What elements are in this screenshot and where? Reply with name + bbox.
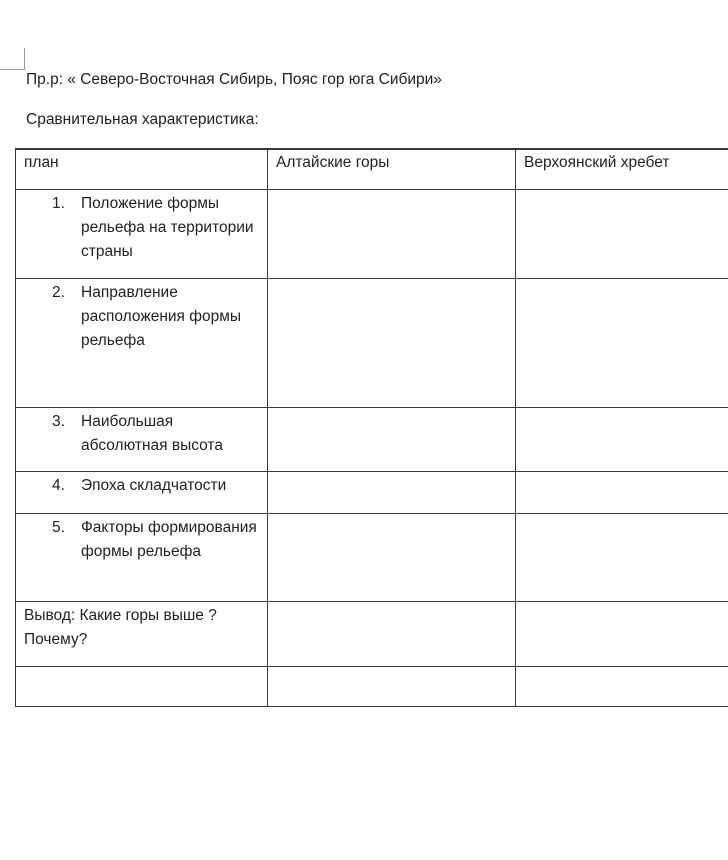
plan-cell xyxy=(16,407,268,471)
altai-answer-cell[interactable] xyxy=(268,407,516,471)
empty-row xyxy=(16,666,728,706)
empty-cell[interactable] xyxy=(16,666,268,706)
plan-cell xyxy=(16,189,268,278)
table-row xyxy=(16,471,728,513)
verkhoyansk-answer-cell[interactable] xyxy=(516,471,728,513)
table-row xyxy=(16,278,728,407)
document-subtitle: Сравнительная характеристика: xyxy=(26,111,259,128)
plan-cell xyxy=(16,471,268,513)
plan-cell xyxy=(16,513,268,601)
conclusion-text: Вывод: Какие горы выше ? Почему? xyxy=(24,606,217,648)
altai-answer-cell[interactable] xyxy=(268,601,516,666)
row-number: 4. xyxy=(52,476,65,494)
row-number: 3. xyxy=(52,412,65,430)
plan-cell xyxy=(16,278,268,407)
altai-answer-cell[interactable] xyxy=(268,666,516,706)
verkhoyansk-answer-cell[interactable] xyxy=(516,278,728,407)
altai-answer-cell[interactable] xyxy=(268,189,516,278)
table-row xyxy=(16,407,728,471)
document-title: Пр.р: « Северо-Восточная Сибирь, Пояс гор юга Сибири» xyxy=(26,71,442,88)
header-plan: план xyxy=(24,154,59,171)
verkhoyansk-answer-cell[interactable] xyxy=(516,666,728,706)
row-number: 5. xyxy=(52,518,65,536)
row-label: Факторы формирования формы рельефа xyxy=(81,518,257,560)
page-corner-mark xyxy=(24,48,25,70)
header-cell-altai xyxy=(268,149,516,189)
table-header-row xyxy=(16,149,728,189)
row-number: 1. xyxy=(52,194,65,212)
table-row xyxy=(16,513,728,601)
page-corner-mark-horizontal xyxy=(0,69,25,70)
verkhoyansk-answer-cell[interactable] xyxy=(516,601,728,666)
conclusion-cell xyxy=(16,601,268,666)
row-label: Положение формы рельефа на территории страны xyxy=(81,194,254,260)
verkhoyansk-answer-cell[interactable] xyxy=(516,407,728,471)
verkhoyansk-answer-cell[interactable] xyxy=(516,513,728,601)
altai-answer-cell[interactable] xyxy=(268,471,516,513)
table-row xyxy=(16,189,728,278)
header-verkhoyansk-range: Верхоянский хребет xyxy=(524,154,670,171)
header-altai-mountains: Алтайские горы xyxy=(276,154,390,171)
header-cell-verkhoyansk xyxy=(516,149,728,189)
row-label: Наибольшая абсолютная высота xyxy=(81,412,223,454)
comparison-table xyxy=(15,148,728,707)
row-label: Эпоха складчатости xyxy=(81,476,227,494)
conclusion-row xyxy=(16,601,728,666)
row-label: Направление расположения формы рельефа xyxy=(81,283,242,349)
row-number: 2. xyxy=(52,283,65,301)
header-cell-plan xyxy=(16,149,268,189)
altai-answer-cell[interactable] xyxy=(268,513,516,601)
altai-answer-cell[interactable] xyxy=(268,278,516,407)
verkhoyansk-answer-cell[interactable] xyxy=(516,189,728,278)
